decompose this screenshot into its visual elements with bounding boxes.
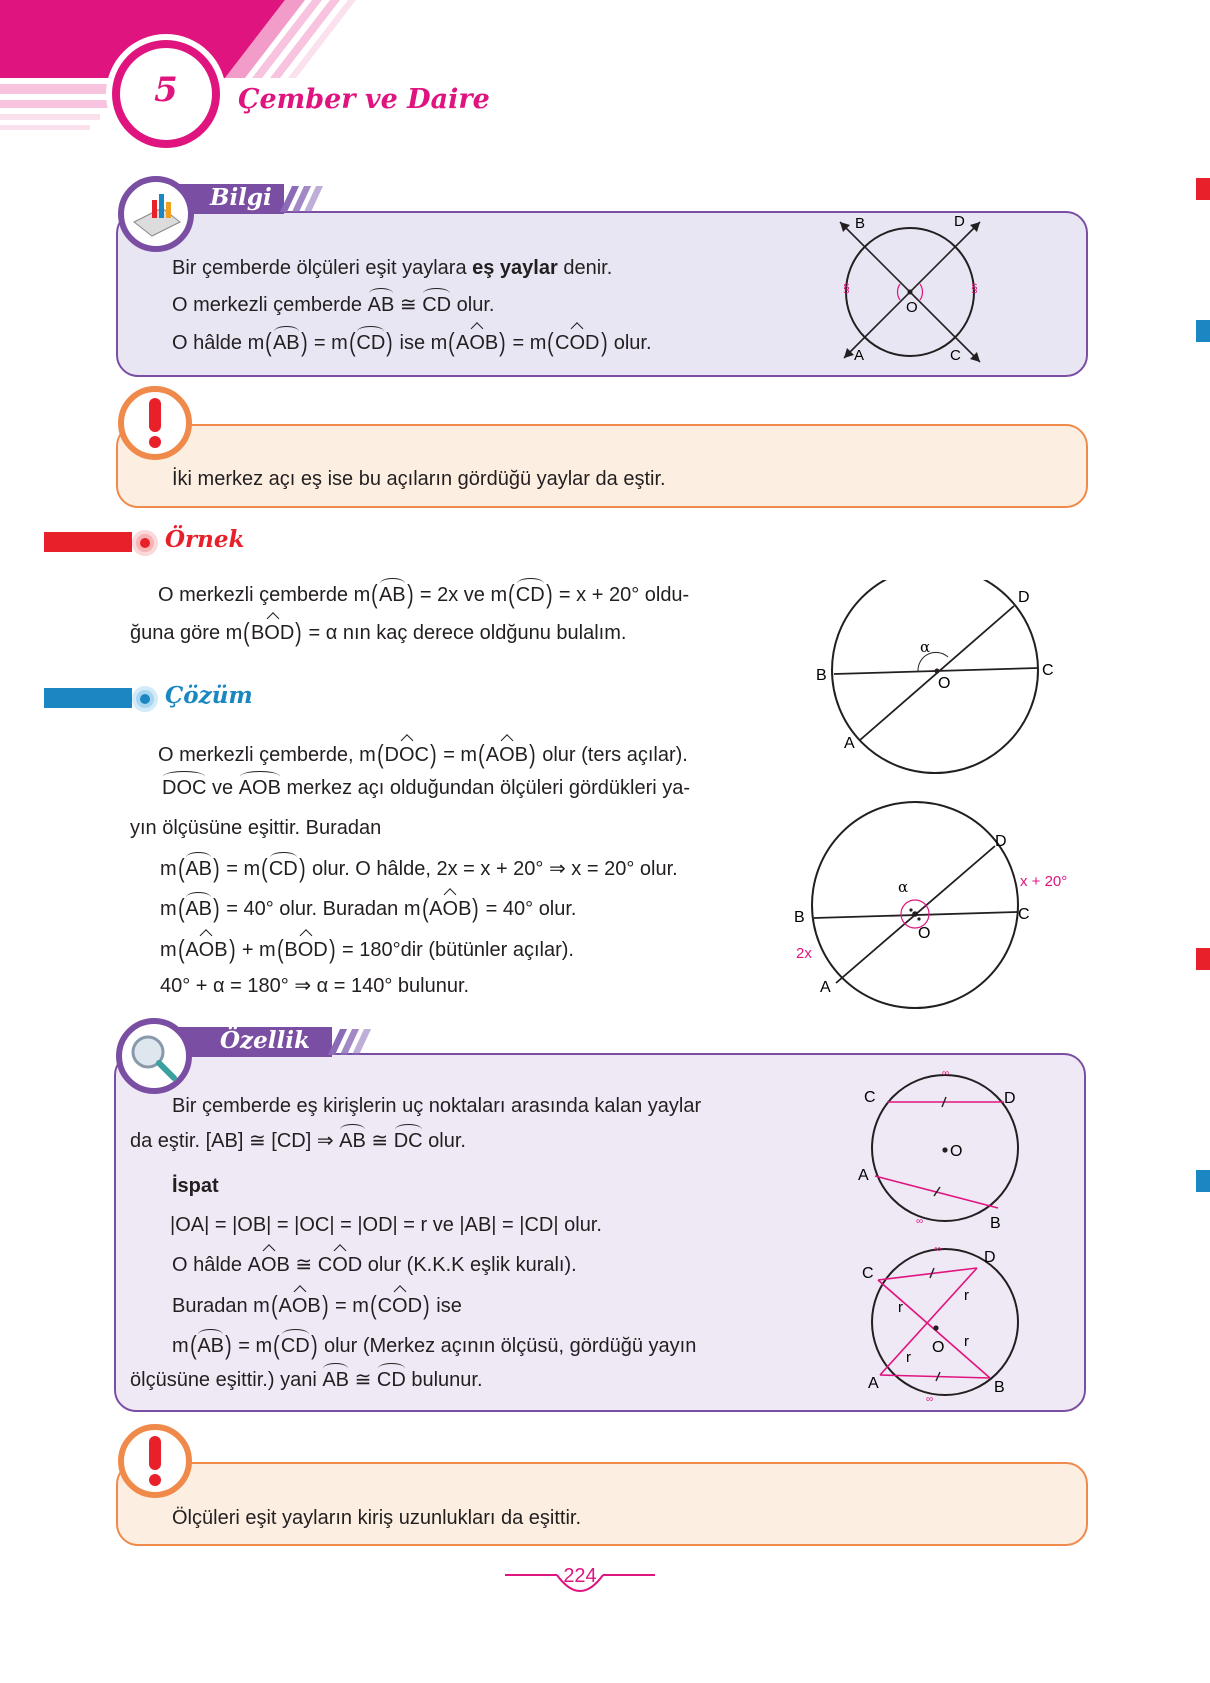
- point-label-o: O: [938, 675, 951, 692]
- warning-text-1: İki merkez açı eş ise bu açıların gördüğü yaylar da eştir.: [172, 468, 666, 490]
- radius-label: r: [964, 1287, 969, 1304]
- warning-box-1: [116, 424, 1088, 508]
- cozum-line-7: 40° + α = 180° ⇒ α = 140° bulunur.: [160, 975, 470, 997]
- side-tab-red: [1196, 178, 1210, 200]
- bilgi-line-2: O merkezli çemberde AB ≅ CD olur.: [172, 294, 495, 316]
- ozellik-line-2: da eştir. [AB] ≅ [CD] ⇒ AB ≅ DC olur.: [130, 1130, 466, 1152]
- ornek-bullet-icon: [132, 530, 158, 556]
- point-label-b: B: [990, 1215, 1001, 1232]
- ozellik-figure-2: [850, 1240, 1050, 1405]
- ozellik-title: Özellik: [220, 1027, 310, 1054]
- point-label-o: O: [918, 925, 931, 942]
- radius-label: r: [906, 1349, 911, 1366]
- arc-ab-label: 2x: [796, 945, 812, 962]
- exclamation-icon: [124, 1430, 186, 1492]
- svg-text:∞: ∞: [916, 1216, 924, 1227]
- ozellik-line-5: O hâlde AOB ≅ COD olur (K.K.K eşlik kuralı).: [172, 1254, 577, 1276]
- arc-cd-label: x + 20°: [1020, 873, 1068, 890]
- ornek-bar: [44, 532, 132, 552]
- point-label-a: A: [854, 347, 865, 364]
- point-label-o: O: [906, 299, 918, 316]
- svg-text:∞: ∞: [934, 1244, 942, 1255]
- cozum-line-1: O merkezli çemberde, m(DOC) = m(AOB) olur (ters açılar).: [158, 739, 688, 769]
- ozellik-line-1: Bir çemberde eş kirişlerin uç noktaları arasında kalan yaylar: [172, 1095, 702, 1117]
- cozum-bullet-icon: [132, 686, 158, 712]
- side-tab-blue: [1196, 1170, 1210, 1192]
- point-label-d: D: [1018, 589, 1030, 606]
- exclamation-icon: [124, 392, 186, 454]
- chapter-title: Çember ve Daire: [238, 84, 490, 115]
- ozellik-line-6: Buradan m(AOB) = m(COD) ise: [172, 1290, 462, 1320]
- ozellik-line-4: |OA| = |OB| = |OC| = |OD| = r ve |AB| = |CD| olur.: [170, 1214, 602, 1236]
- ornek-line-1: O merkezli çemberde m(AB) = 2x ve m(CD) = x + 20° oldu-: [158, 579, 690, 609]
- bilgi-line-3: O hâlde m(AB) = m(CD) ise m(AOB) = m(COD) olur.: [172, 327, 652, 357]
- point-label-b: B: [994, 1379, 1005, 1396]
- chart-book-icon: [124, 182, 188, 246]
- radius-label: r: [898, 1299, 903, 1316]
- warning-icon-2: [118, 1424, 192, 1498]
- point-label-c: C: [1018, 906, 1030, 923]
- cozum-line-2: DOC ve AOB merkez açı olduğundan ölçüleri gördükleri ya-: [162, 777, 691, 799]
- cozum-line-4: m(AB) = m(CD) olur. O hâlde, 2x = x + 20° ⇒ x = 20° olur.: [160, 853, 678, 883]
- warning-icon-1: [118, 386, 192, 460]
- point-label-a: A: [868, 1375, 879, 1392]
- point-label-b: B: [794, 909, 805, 926]
- bilgi-line-1: Bir çemberde ölçüleri eşit yaylara eş yaylar denir.: [172, 257, 613, 279]
- ozellik-icon: [116, 1018, 192, 1094]
- chapter-badge: [112, 40, 220, 148]
- side-tab-blue: [1196, 320, 1210, 342]
- cozum-figure: [790, 800, 1090, 1010]
- cozum-line-3: yın ölçüsüne eşittir. Buradan: [130, 817, 382, 839]
- ozellik-line-7: m(AB) = m(CD) olur (Merkez açının ölçüsü, gördüğü yayın: [172, 1330, 697, 1360]
- cozum-bar: [44, 688, 132, 708]
- svg-text:§: §: [971, 281, 978, 295]
- point-label-c: C: [950, 347, 961, 364]
- point-label-o: O: [932, 1339, 945, 1356]
- point-label-a: A: [844, 735, 855, 752]
- svg-text:∞: ∞: [942, 1068, 950, 1079]
- bilgi-title: Bilgi: [210, 184, 272, 211]
- point-label-o: O: [950, 1143, 963, 1160]
- ispat-heading: İspat: [172, 1175, 219, 1197]
- warning-text-2: Ölçüleri eşit yayların kiriş uzunlukları da eşittir.: [172, 1507, 582, 1529]
- bilgi-figure: [830, 212, 1010, 372]
- point-label-d: D: [954, 213, 965, 230]
- page-number: 224: [563, 1565, 597, 1587]
- radius-label: r: [964, 1333, 969, 1350]
- ozellik-figure-1: [850, 1068, 1050, 1238]
- alpha-label: α: [898, 878, 909, 896]
- bilgi-icon: [118, 176, 194, 252]
- cozum-line-5: m(AB) = 40° olur. Buradan m(AOB) = 40° olur.: [160, 893, 577, 923]
- point-label-b: B: [816, 667, 827, 684]
- side-tab-red: [1196, 948, 1210, 970]
- point-label-c: C: [1042, 662, 1054, 679]
- ozellik-line-8: ölçüsüne eşittir.) yani AB ≅ CD bulunur.: [130, 1369, 483, 1391]
- chapter-number: 5: [154, 70, 178, 110]
- point-label-d: D: [995, 833, 1007, 850]
- alpha-label: α: [920, 638, 931, 656]
- ornek-line-2: ğuna göre m(BOD) = α nın kaç derece oldğunu bulalım.: [130, 617, 627, 647]
- point-label-b: B: [855, 215, 866, 232]
- point-label-d: D: [1004, 1090, 1016, 1107]
- point-label-c: C: [862, 1265, 874, 1282]
- point-label-a: A: [858, 1167, 869, 1184]
- svg-text:§: §: [843, 281, 850, 295]
- ornek-title: Örnek: [165, 526, 245, 553]
- cozum-line-6: m(AOB) + m(BOD) = 180°dir (bütünler açılar).: [160, 934, 574, 964]
- point-label-c: C: [864, 1089, 876, 1106]
- magnifier-icon: [122, 1024, 186, 1088]
- point-label-d: D: [984, 1249, 996, 1266]
- warning-box-2: [116, 1462, 1088, 1546]
- cozum-title: Çözüm: [165, 682, 253, 709]
- svg-text:∞: ∞: [926, 1394, 934, 1405]
- ornek-figure: [810, 580, 1070, 780]
- point-label-a: A: [820, 979, 831, 996]
